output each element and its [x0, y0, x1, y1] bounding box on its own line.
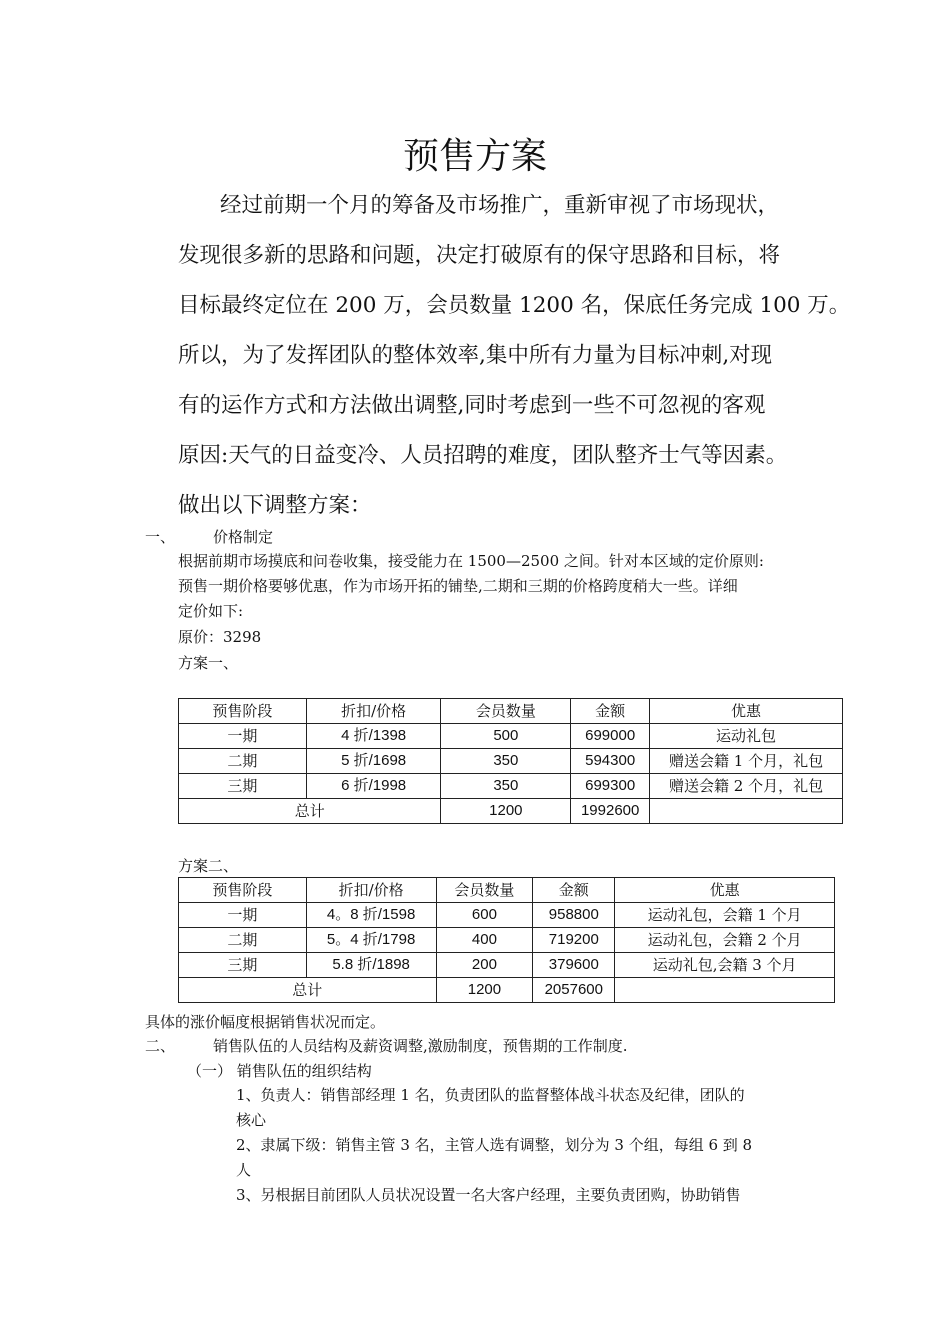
table-cell: 总计: [179, 978, 437, 1003]
price-note: 具体的涨价幅度根据销售状况而定。: [145, 1013, 386, 1031]
original-price: 原价：3298: [178, 628, 262, 646]
list-item: 3、另根据目前团队人员状况设置一名大客户经理，主要负责团购，协助销售: [236, 1186, 741, 1204]
table-cell: 350: [441, 749, 571, 774]
table-cell: [615, 978, 835, 1003]
section2-title: 销售队伍的人员结构及薪资调整,激励制度，预售期的工作制度.: [213, 1037, 628, 1055]
section1-text: 预售一期价格要够优惠，作为市场开拓的铺垫,二期和三期的价格跨度稍大一些。详细: [178, 577, 738, 595]
table-cell: 总计: [179, 799, 441, 824]
table-cell: 赠送会籍 2 个月，礼包: [650, 774, 843, 799]
plan1-table: [178, 698, 843, 824]
table-cell: 379600: [533, 953, 615, 978]
table-cell: 运动礼包: [650, 724, 843, 749]
table-header-row: [179, 878, 835, 903]
table-row: [179, 724, 843, 749]
table-cell: [650, 799, 843, 824]
list-item-continued: 人: [236, 1161, 252, 1179]
section1-title: 价格制定: [213, 528, 274, 546]
table-cell: 赠送会籍 1 个月，礼包: [650, 749, 843, 774]
list-item: 1、负责人：销售部经理 1 名，负责团队的监督整体战斗状态及纪律，团队的: [236, 1086, 745, 1104]
header-cell: 折扣/价格: [306, 699, 441, 724]
table-cell: 2057600: [533, 978, 615, 1003]
table-row: [179, 928, 835, 953]
table-cell: 699000: [571, 724, 650, 749]
table-cell: 运动礼包，会籍 2 个月: [615, 928, 835, 953]
table-cell: 5 折/1698: [306, 749, 441, 774]
table-cell: 594300: [571, 749, 650, 774]
table-row: [179, 774, 843, 799]
table-cell: 200: [436, 953, 533, 978]
header-cell: 优惠: [650, 699, 843, 724]
table-cell: 一期: [179, 903, 307, 928]
table-cell: 5.8 折/1898: [306, 953, 436, 978]
plan1-label: 方案一、: [178, 654, 239, 672]
table-cell: 运动礼包,会籍 3 个月: [615, 953, 835, 978]
plan2-label: 方案二、: [178, 857, 239, 875]
table-cell: 二期: [179, 928, 307, 953]
table-cell: 1200: [436, 978, 533, 1003]
header-cell: 金额: [533, 878, 615, 903]
table-cell: 4。8 折/1598: [306, 903, 436, 928]
header-cell: 折扣/价格: [306, 878, 436, 903]
table-cell: 三期: [179, 953, 307, 978]
table-cell: 运动礼包，会籍 1 个月: [615, 903, 835, 928]
header-cell: 会员数量: [441, 699, 571, 724]
page-title: 预售方案: [402, 136, 547, 177]
subsection-title: （一） 销售队伍的组织结构: [187, 1062, 372, 1080]
intro-line: 原因:天气的日益变冷、人员招聘的难度，团队整齐士气等因素。: [178, 443, 788, 468]
table-cell: 一期: [179, 724, 307, 749]
intro-line: 所以，为了发挥团队的整体效率,集中所有力量为目标冲刺,对现: [178, 343, 773, 368]
header-cell: 金额: [571, 699, 650, 724]
table-total-row: [179, 978, 835, 1003]
list-item-continued: 核心: [236, 1111, 267, 1129]
section1-text: 定价如下:: [178, 602, 244, 620]
header-cell: 预售阶段: [179, 699, 307, 724]
table-cell: 二期: [179, 749, 307, 774]
table-cell: 719200: [533, 928, 615, 953]
intro-line: 发现很多新的思路和问题，决定打破原有的保守思路和目标，将: [178, 243, 781, 268]
table-total-row: [179, 799, 843, 824]
plan2-table: [178, 877, 835, 1003]
intro-line: 目标最终定位在 200 万，会员数量 1200 名，保底任务完成 100 万。: [178, 293, 851, 318]
header-cell: 会员数量: [436, 878, 533, 903]
table-cell: 6 折/1998: [306, 774, 441, 799]
table-cell: 600: [436, 903, 533, 928]
table-cell: 1200: [441, 799, 571, 824]
list-item: 2、隶属下级：销售主管 3 名，主管人选有调整，划分为 3 个组，每组 6 到 8: [236, 1136, 753, 1154]
section1-text: 根据前期市场摸底和问卷收集，接受能力在 1500—2500 之间。针对本区域的定价原则:: [178, 552, 764, 570]
intro-line: 有的运作方式和方法做出调整,同时考虑到一些不可忽视的客观: [178, 393, 766, 418]
intro-line: 经过前期一个月的筹备及市场推广，重新审视了市场现状，: [220, 193, 780, 218]
table-cell: 400: [436, 928, 533, 953]
table-cell: 4 折/1398: [306, 724, 441, 749]
table-row: [179, 953, 835, 978]
table-cell: 699300: [571, 774, 650, 799]
table-cell: 5。4 折/1798: [306, 928, 436, 953]
header-cell: 预售阶段: [179, 878, 307, 903]
table-cell: 958800: [533, 903, 615, 928]
table-header-row: [179, 699, 843, 724]
section1-number: 一、: [145, 528, 176, 546]
header-cell: 优惠: [615, 878, 835, 903]
table-row: [179, 749, 843, 774]
table-row: [179, 903, 835, 928]
intro-line: 做出以下调整方案：: [178, 493, 372, 518]
table-cell: 三期: [179, 774, 307, 799]
table-cell: 1992600: [571, 799, 650, 824]
table-cell: 500: [441, 724, 571, 749]
table-cell: 350: [441, 774, 571, 799]
section2-number: 二、: [145, 1037, 176, 1055]
